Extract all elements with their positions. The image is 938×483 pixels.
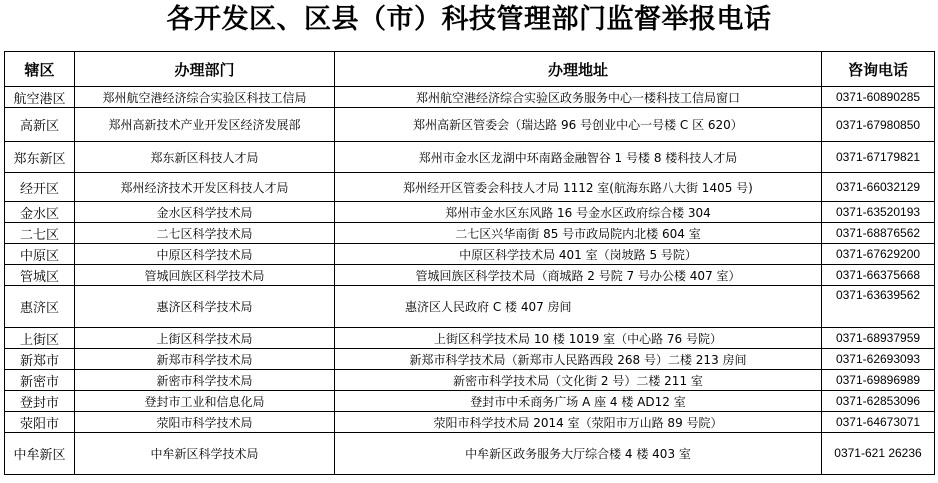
header-address: 办理地址 — [335, 52, 822, 87]
cell-address: 郑州市金水区龙湖中环南路金融智谷 1 号楼 8 楼科技人才局 — [335, 142, 822, 173]
cell-phone: 0371-63639562 — [822, 286, 935, 328]
cell-department: 新郑市科学技术局 — [75, 349, 335, 370]
table-header-row — [5, 52, 935, 87]
table-row — [5, 223, 935, 244]
table-row — [5, 349, 935, 370]
cell-department: 荥阳市科学技术局 — [75, 412, 335, 433]
table-row — [5, 328, 935, 349]
cell-phone: 0371-60890285 — [822, 87, 935, 108]
cell-department: 惠济区科学技术局 — [75, 286, 335, 328]
cell-phone: 0371-64673071 — [822, 412, 935, 433]
cell-phone: 0371-67980850 — [822, 108, 935, 142]
cell-address: 管城回族区科学技术局（商城路 2 号院 7 号办公楼 407 室） — [335, 265, 822, 286]
table-row — [5, 391, 935, 412]
cell-district: 惠济区 — [5, 286, 75, 328]
cell-department: 郑州高新技术产业开发区经济发展部 — [75, 108, 335, 142]
cell-department: 二七区科学技术局 — [75, 223, 335, 244]
cell-phone: 0371-62853096 — [822, 391, 935, 412]
cell-phone: 0371-67629200 — [822, 244, 935, 265]
cell-address: 中原区科学技术局 401 室（岗坡路 5 号院） — [335, 244, 822, 265]
cell-department: 新密市科学技术局 — [75, 370, 335, 391]
cell-address: 上街区科学技术局 10 楼 1019 室（中心路 76 号院） — [335, 328, 822, 349]
cell-district: 郑东新区 — [5, 142, 75, 173]
cell-address: 登封市中禾商务广场 A 座 4 楼 AD12 室 — [335, 391, 822, 412]
cell-address: 郑州市金水区东风路 16 号金水区政府综合楼 304 — [335, 202, 822, 223]
cell-district: 航空港区 — [5, 87, 75, 108]
table-row — [5, 244, 935, 265]
cell-address: 郑州经开区管委会科技人才局 1112 室(航海东路八大街 1405 号) — [335, 173, 822, 202]
hotline-table — [4, 51, 935, 475]
cell-department: 登封市工业和信息化局 — [75, 391, 335, 412]
cell-district: 中原区 — [5, 244, 75, 265]
cell-phone: 0371-63520193 — [822, 202, 935, 223]
cell-department: 管城回族区科学技术局 — [75, 265, 335, 286]
cell-department: 郑州经济技术开发区科技人才局 — [75, 173, 335, 202]
table-row — [5, 173, 935, 202]
cell-department: 郑州航空港经济综合实验区科技工信局 — [75, 87, 335, 108]
cell-district: 荥阳市 — [5, 412, 75, 433]
table-row — [5, 87, 935, 108]
cell-address: 新密市科学技术局（文化街 2 号）二楼 211 室 — [335, 370, 822, 391]
table-row — [5, 433, 935, 475]
cell-district: 新密市 — [5, 370, 75, 391]
cell-phone: 0371-68937959 — [822, 328, 935, 349]
cell-department: 上街区科学技术局 — [75, 328, 335, 349]
cell-address: 惠济区人民政府 C 楼 407 房间 — [335, 286, 822, 328]
page-title: 各开发区、区县（市）科技管理部门监督举报电话 — [166, 4, 772, 35]
cell-district: 管城区 — [5, 265, 75, 286]
cell-district: 中牟新区 — [5, 433, 75, 475]
table-row — [5, 370, 935, 391]
header-phone: 咨询电话 — [822, 52, 935, 87]
cell-department: 金水区科学技术局 — [75, 202, 335, 223]
cell-phone: 0371-68876562 — [822, 223, 935, 244]
header-district: 辖区 — [5, 52, 75, 87]
cell-phone: 0371-66375668 — [822, 265, 935, 286]
cell-phone: 0371-66032129 — [822, 173, 935, 202]
cell-phone: 0371-621 26236 — [822, 433, 935, 475]
table-row — [5, 142, 935, 173]
table-row — [5, 412, 935, 433]
cell-phone: 0371-67179821 — [822, 142, 935, 173]
table-row — [5, 202, 935, 223]
cell-district: 登封市 — [5, 391, 75, 412]
cell-district: 金水区 — [5, 202, 75, 223]
cell-address: 荥阳市科学技术局 2014 室（荥阳市万山路 89 号院） — [335, 412, 822, 433]
cell-district: 经开区 — [5, 173, 75, 202]
cell-district: 二七区 — [5, 223, 75, 244]
cell-phone: 0371-62693093 — [822, 349, 935, 370]
table-row — [5, 286, 935, 328]
cell-district: 上街区 — [5, 328, 75, 349]
cell-district: 高新区 — [5, 108, 75, 142]
table-row — [5, 108, 935, 142]
cell-district: 新郑市 — [5, 349, 75, 370]
cell-department: 中原区科学技术局 — [75, 244, 335, 265]
cell-phone: 0371-69896989 — [822, 370, 935, 391]
cell-department: 中牟新区科学技术局 — [75, 433, 335, 475]
cell-address: 郑州高新区管委会（瑞达路 96 号创业中心一号楼 C 区 620） — [335, 108, 822, 142]
cell-address: 二七区兴华南街 85 号市政局院内北楼 604 室 — [335, 223, 822, 244]
cell-department: 郑东新区科技人才局 — [75, 142, 335, 173]
cell-address: 中牟新区政务服务大厅综合楼 4 楼 403 室 — [335, 433, 822, 475]
cell-address: 新郑市科学技术局（新郑市人民路西段 268 号）二楼 213 房间 — [335, 349, 822, 370]
table-row — [5, 265, 935, 286]
header-department: 办理部门 — [75, 52, 335, 87]
cell-address: 郑州航空港经济综合实验区政务服务中心一楼科技工信局窗口 — [335, 87, 822, 108]
